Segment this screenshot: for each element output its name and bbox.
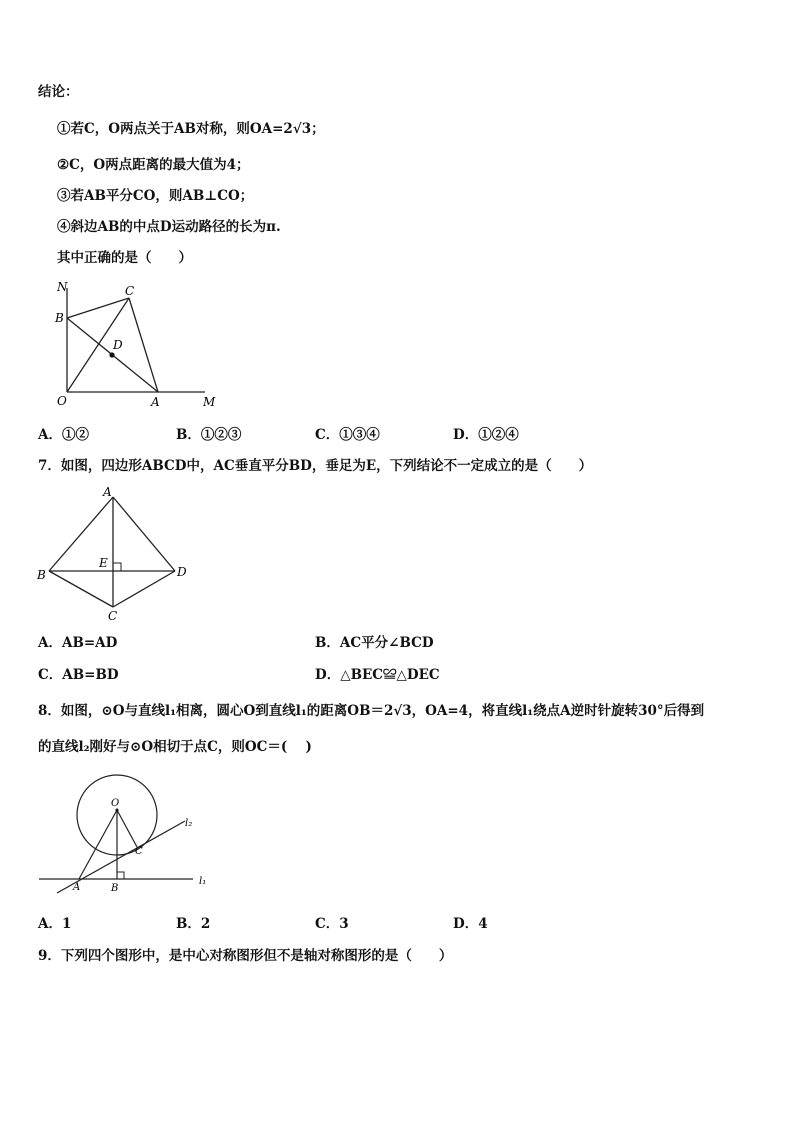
q6-option-d[interactable]: D．①②④ xyxy=(453,427,519,443)
q7-option-b[interactable]: B．AC平分∠BCD xyxy=(315,635,434,651)
q7-figure xyxy=(35,485,200,625)
conclusion-2: ②C，O两点距离的最大值为4； xyxy=(57,157,250,173)
segment-oa xyxy=(79,810,117,879)
label-b: B xyxy=(55,311,64,325)
q8-figure xyxy=(35,768,225,898)
q8-option-b[interactable]: B．2 xyxy=(176,916,211,932)
segment-bc xyxy=(67,298,129,318)
point-d xyxy=(109,352,114,357)
q6-figure xyxy=(50,278,230,413)
label-l2: l₂ xyxy=(185,818,193,829)
conclusion-3: ③若AB平分CO，则AB⊥CO； xyxy=(57,188,254,204)
label-a: A xyxy=(151,395,160,409)
conclusion-4: ④斜边AB的中点D运动路径的长为π. xyxy=(57,219,281,235)
segment-dc xyxy=(113,571,175,607)
q8-option-c[interactable]: C．3 xyxy=(315,916,349,932)
label-n: N xyxy=(57,280,68,294)
q7-option-d[interactable]: D．△BEC≌△DEC xyxy=(315,667,440,683)
q8-stem-line1: 8．如图，⊙O与直线l₁相离，圆心O到直线l₁的距离OB＝2√3，OA=4，将直线l₁绕点A逆时针旋转30°后得到 xyxy=(38,703,705,719)
right-angle-mark xyxy=(117,872,124,879)
label-o: O xyxy=(111,798,120,809)
q8-stem-line2: 的直线l₂刚好与⊙O相切于点C，则OC＝( ) xyxy=(38,739,312,755)
q7-option-a[interactable]: A．AB=AD xyxy=(38,635,118,651)
conclusion-heading: 结论： xyxy=(38,84,79,100)
q6-option-a[interactable]: A．①② xyxy=(38,427,89,443)
q7-option-c[interactable]: C．AB=BD xyxy=(38,667,119,683)
label-e: E xyxy=(99,556,108,570)
segment-oc xyxy=(117,810,137,847)
label-c: C xyxy=(135,846,143,857)
segment-ad xyxy=(113,497,175,571)
label-d: D xyxy=(177,565,187,579)
label-c: C xyxy=(125,284,135,298)
label-m: M xyxy=(203,395,216,409)
q7-stem: 7．如图，四边形ABCD中，AC垂直平分BD，垂足为E，下列结论不一定成立的是（ ） xyxy=(38,458,593,474)
q8-option-a[interactable]: A．1 xyxy=(38,916,72,932)
q9-stem: 9．下列四个图形中，是中心对称图形但不是轴对称图形的是（ ） xyxy=(38,948,453,964)
q6-option-b[interactable]: B．①②③ xyxy=(176,427,242,443)
label-d: D xyxy=(113,338,123,352)
label-a: A xyxy=(73,882,81,893)
label-a: A xyxy=(103,485,112,499)
q6-prompt: 其中正确的是（ ） xyxy=(57,250,192,266)
label-o: O xyxy=(57,394,67,408)
label-b: B xyxy=(37,568,46,582)
right-angle-mark xyxy=(113,563,121,571)
label-c: C xyxy=(108,609,118,623)
segment-bc xyxy=(49,571,113,607)
segment-ca xyxy=(129,298,158,392)
label-l1: l₁ xyxy=(199,876,207,887)
label-b: B xyxy=(111,883,119,894)
conclusion-1: ①若C，O两点关于AB对称，则OA=2√3； xyxy=(57,121,325,137)
q6-option-c[interactable]: C．①③④ xyxy=(315,427,380,443)
q8-option-d[interactable]: D．4 xyxy=(453,916,488,932)
